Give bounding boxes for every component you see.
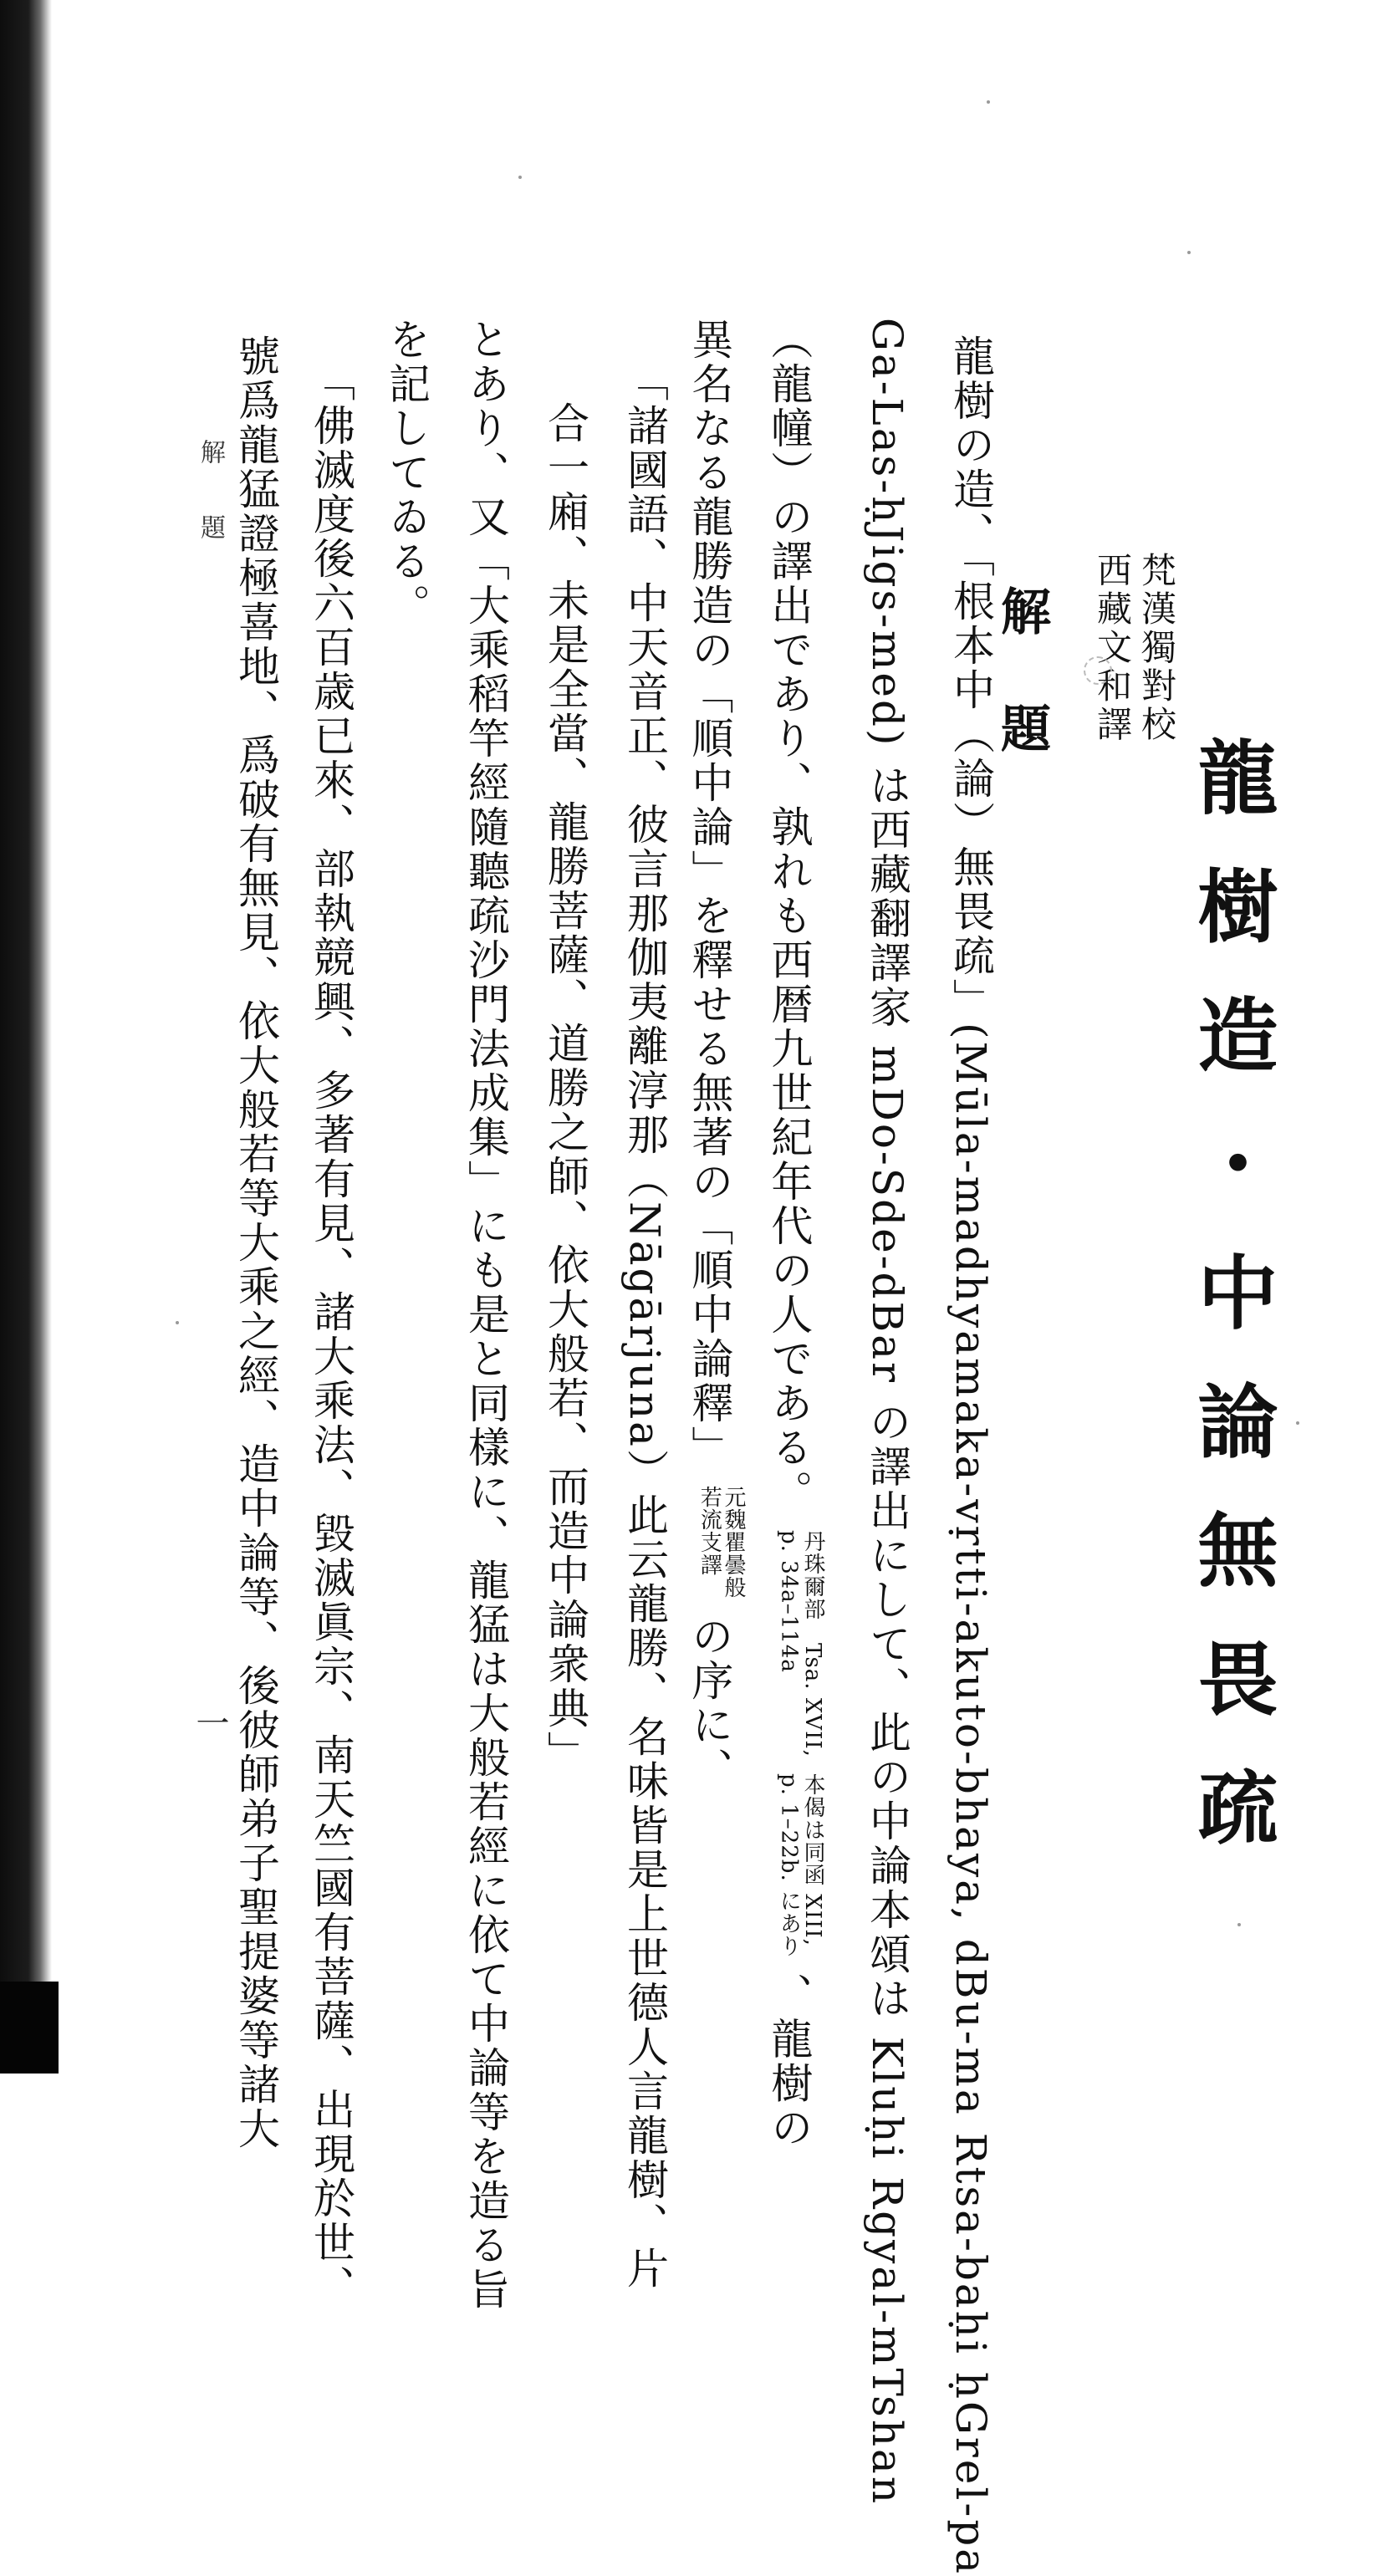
book-spine-corner [0,1982,59,2074]
body-line-1: 龍樹の造、「根本中（論）無畏疏」(Mūla-madhyamaka-vṛtti-akuto-bhaya, dBu-ma Rtsa-baḥi ḥGrel-pa [947,334,995,2576]
body-line-3-note-b [777,1773,824,1957]
series-title-line1: 梵漢獨對校 [1136,552,1177,744]
body-line-3-note-a [777,1530,824,1757]
note-b-line1: 本偈は同函 XIII, [800,1773,825,1946]
page-number: 一 [191,1706,229,1739]
note-a-line1: 丹珠爾部 Tsa. XVII, [800,1529,825,1757]
faint-stamp-mark [1084,656,1112,685]
body-line-3-tail: 、龍樹の [764,1972,814,2150]
body-line-4-text: 異名なる龍勝造の「順中論」を釋せる無著の「順中論釋」 [685,318,734,1470]
body-line-4-tail: の序に、 [685,1614,734,1792]
note-b-line2: p. 1–22b. にあり [776,1773,802,1957]
scan-speck [987,100,990,104]
line4-note-line2: 若流支譯 [696,1485,722,1576]
scan-speck [518,176,522,179]
line4-note-line1: 元魏瞿曇般 [721,1485,746,1599]
scan-speck [1187,251,1191,254]
running-head: 解題 [196,439,225,589]
scan-speck [176,1321,179,1324]
body-line-2: Ga-Las-ḥJigs-med) は西藏翻譯家 mDo-Sde-dBar の譯出にして、此の中論本頌は Kluḥi Rgyal-mTshan [863,318,911,2507]
body-line-6: 合一廂、未是全當、龍勝菩薩、道勝之師、依大般若、而造中論衆典」 [541,401,589,1775]
book-spine-shadow [0,0,52,2074]
body-line-4-note [697,1486,745,1599]
body-line-9: 「佛滅度後六百歳已來、部執競興、多著有見、諸大乘法、毀滅眞宗、南天竺國有菩薩、出現於世、 [307,360,355,2309]
series-title-line2: 西藏文和譯 [1092,552,1133,744]
body-line-4 [685,318,746,1792]
body-line-3 [764,318,825,2150]
book-title: 龍樹造・中論無畏疏 [1185,736,1279,1895]
section-heading: 解題 [992,585,1051,819]
note-a-line2: p. 34a–114a [776,1529,802,1673]
body-line-5: 「諸國語、中天音正、彼言那伽夷離淳那（Nāgārjuna）此云龍勝、名味皆是上世德人言龍樹、片 [620,360,669,2291]
scan-speck [1237,1923,1241,1926]
body-line-10: 號爲龍猛證極喜地、爲破有無見、依大般若等大乘之經、造中論等、後彼師弟子聖提婆等諸大 [232,334,280,2151]
body-line-3-text: （龍幢）の譯出であり、孰れも西暦九世紀年代の人である。 [764,318,814,1514]
body-line-8: を記してゐる。 [382,318,431,628]
body-line-7: とあり、又「大乘稻竿經隨聽疏沙門法成集」にも是と同樣に、龍猛は大般若經に依て中論等を造る旨 [462,318,510,2312]
scan-speck [1296,1421,1299,1425]
